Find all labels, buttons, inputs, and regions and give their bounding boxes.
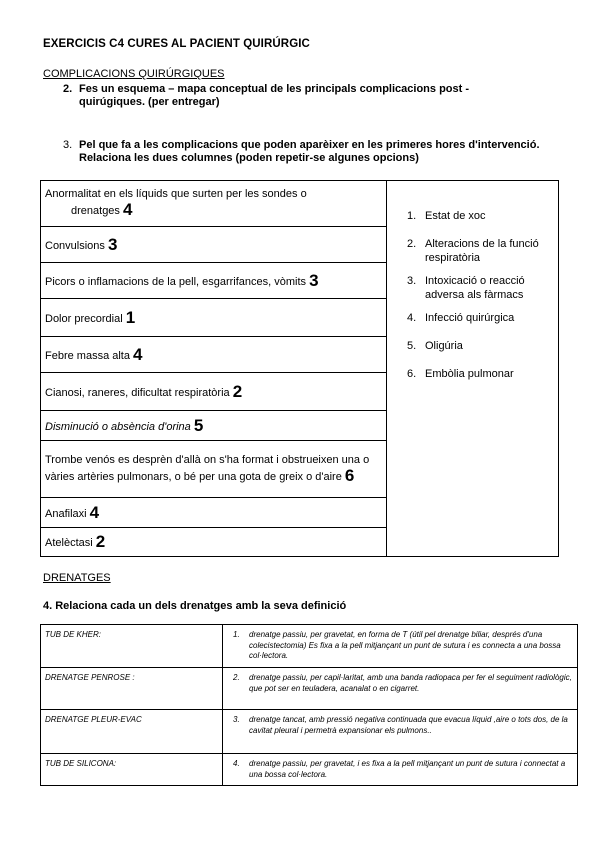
drain-name: DRENATGE PENROSE : xyxy=(41,668,223,710)
section-heading-drains: DRENATGES xyxy=(43,572,111,584)
drain-definition-cell: 4. drenatge passiu, per gravetat, i es fixa a la pell mitjançant un punt de sutura i connectat a una bossa col·lectora. xyxy=(223,754,578,786)
complication-cell xyxy=(41,181,387,227)
section-heading-complications: COMPLICACIONS QUIRÚRGIQUES xyxy=(43,68,225,80)
complication-cell: Febre massa alta 4 xyxy=(41,337,387,373)
complication-text: Anormalitat en els líquids que surten per les sondes o drenatges xyxy=(45,187,307,217)
options-list xyxy=(407,209,548,381)
option-item: 3. Intoxicació o reacció adversa als fàrmacs xyxy=(407,275,525,301)
option-item: 2. Alteracions de la funció respiratòria xyxy=(407,238,539,264)
complications-matching-table xyxy=(40,180,559,557)
document-title: EXERCICIS C4 CURES AL PACIENT QUIRÚRGIC xyxy=(43,38,310,50)
question-2-text: Fes un esquema – mapa conceptual de les principals complicacions post -quirúgiques. (per entregar) xyxy=(79,83,470,108)
drain-name: DRENATGE PLEUR-EVAC xyxy=(41,710,223,754)
question-3 xyxy=(63,139,543,165)
complication-cell: Trombe venós es desprèn d'allà on s'ha format i obstrueixen una o vàries artèries pulmonars, o bé per una gota de greix o d'aire 6 xyxy=(41,441,387,498)
complication-cell: Picors o inflamacions de la pell, esgarrifances, vòmits 3 xyxy=(41,263,387,299)
question-3-number: 3. xyxy=(63,139,73,151)
complication-cell: Atelèctasi 2 xyxy=(41,528,387,557)
drain-name: TUB DE SILICONA: xyxy=(41,754,223,786)
drains-matching-table xyxy=(40,624,578,786)
drain-definition-cell: 1. drenatge passiu, per gravetat, en forma de T (útil pel drenatge biliar, després d'una colecistectomia) Es fixa a la pell mitjançant un punt de sutura i es connecta a una bossa col·lectora. xyxy=(223,625,578,668)
option-item: 1. Estat de xoc xyxy=(407,210,486,222)
question-2-number: 2. xyxy=(63,83,73,95)
complication-cell: Anafilaxi 4 xyxy=(41,498,387,528)
complication-cell: Convulsions 3 xyxy=(41,227,387,263)
question-3-text: Pel que fa a les complicacions que poden aparèixer en les primeres hores d'intervenció. Relaciona les dues columnes (poden repetir-se algunes opcions) xyxy=(79,139,540,164)
options-cell xyxy=(387,181,559,557)
drain-name: TUB DE KHER: xyxy=(41,625,223,668)
complication-cell: Cianosi, raneres, dificultat respiratòria 2 xyxy=(41,373,387,411)
question-4: 4. Relaciona cada un dels drenatges amb la seva definició xyxy=(43,600,347,612)
complication-answer: 4 xyxy=(123,199,133,219)
option-item: 4. Infecció quirúrgica xyxy=(407,312,515,324)
question-2 xyxy=(63,83,533,109)
complication-cell: Dolor precordial 1 xyxy=(41,299,387,337)
drain-definition-cell: 2. drenatge passiu, per capil·laritat, amb una banda radiopaca per fer el seguiment radiològic, que pot ser en teuladera, acanalat o en cigarret. xyxy=(223,668,578,710)
complication-cell: Disminució o absència d'orina 5 xyxy=(41,411,387,441)
option-item: 5. Oligúria xyxy=(407,340,463,352)
drain-definition-cell: 3. drenatge tancat, amb pressió negativa continuada que evacua líquid ,aire o tots dos, de la cavitat pleural i permetrà expansionar els pulmons.. xyxy=(223,710,578,754)
option-item: 6. Embòlia pulmonar xyxy=(407,368,514,380)
